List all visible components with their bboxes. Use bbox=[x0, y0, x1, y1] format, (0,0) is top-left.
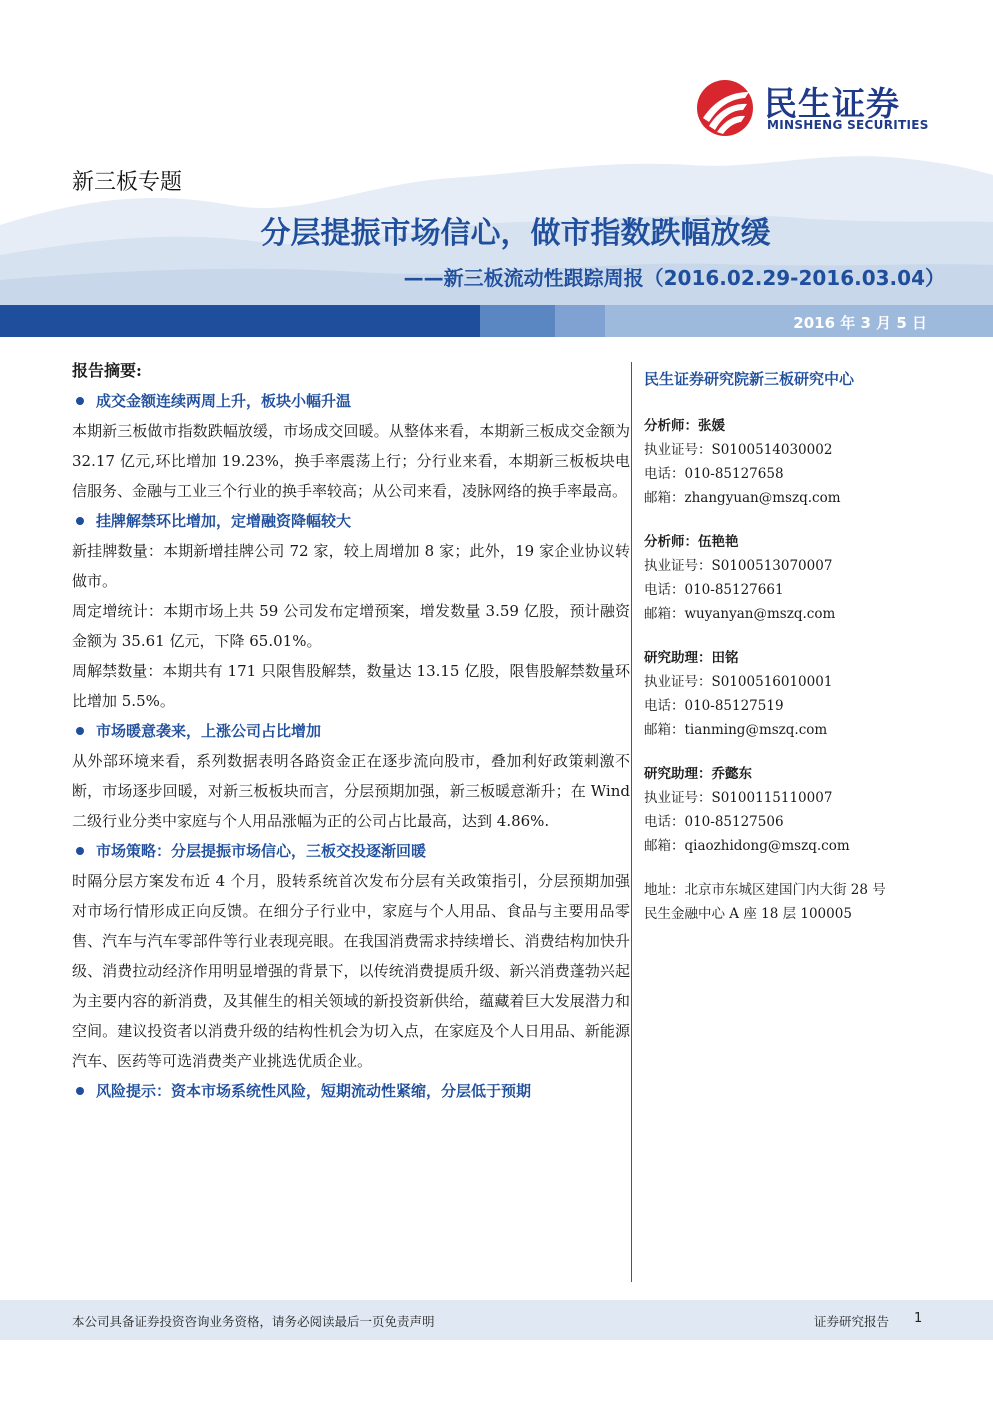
research-center: 民生证券研究院新三板研究中心 bbox=[644, 370, 855, 388]
email-address: qiaozhidong@mszq.com bbox=[684, 838, 850, 854]
cert-number: S0100513070007 bbox=[711, 558, 833, 574]
analyst-name: 乔懿东 bbox=[711, 766, 752, 782]
bullet-dot-icon bbox=[76, 1087, 84, 1095]
minsheng-logo-icon bbox=[695, 78, 755, 138]
analyst-name: 伍艳艳 bbox=[698, 534, 739, 550]
analyst-card bbox=[644, 530, 944, 626]
paragraph: 周定增统计：本期市场上共 59 公司发布定增预案，增发数量 3.59 亿股，预计融资金额为 35.61 亿元，下降 65.01%。 bbox=[72, 602, 630, 650]
section-heading: 成交金额连续两周上升，板块小幅升温 bbox=[72, 386, 630, 416]
analyst-role: 研究助理： bbox=[644, 766, 712, 782]
email-label: 邮箱： bbox=[644, 722, 685, 738]
column-divider bbox=[631, 362, 632, 1282]
bullet-dot-icon bbox=[76, 847, 84, 855]
report-subtitle: ——新三板流动性跟踪周报（2016.02.29-2016.03.04） bbox=[403, 266, 945, 290]
phone-label: 电话： bbox=[644, 582, 685, 598]
cert-number: S0100115110007 bbox=[711, 790, 833, 806]
cert-number: S0100516010001 bbox=[711, 674, 833, 690]
phone-number: 010-85127661 bbox=[684, 582, 784, 598]
phone-label: 电话： bbox=[644, 466, 685, 482]
phone-number: 010-85127658 bbox=[684, 466, 784, 482]
address-line: 民生金融中心 A 座 18 层 100005 bbox=[644, 906, 852, 922]
phone-label: 电话： bbox=[644, 814, 685, 830]
section-heading: 风险提示：资本市场系统性风险，短期流动性紧缩，分层低于预期 bbox=[72, 1076, 630, 1106]
analyst-name: 张媛 bbox=[698, 418, 725, 434]
logo-english-name: MINSHENG SECURITIES bbox=[767, 118, 929, 132]
analyst-card bbox=[644, 414, 944, 510]
paragraph: 新挂牌数量：本期新增挂牌公司 72 家，较上周增加 8 家；此外，19 家企业协议转做市。 bbox=[72, 542, 630, 590]
page-number: 1 bbox=[914, 1311, 923, 1326]
phone-number: 010-85127519 bbox=[684, 698, 784, 714]
email-label: 邮箱： bbox=[644, 838, 685, 854]
abstract-column bbox=[72, 356, 630, 1106]
cert-label: 执业证号： bbox=[644, 790, 712, 806]
report-series: 新三板专题 bbox=[72, 170, 183, 195]
bullet-dot-icon bbox=[76, 517, 84, 525]
cert-label: 执业证号： bbox=[644, 442, 712, 458]
analyst-card bbox=[644, 762, 944, 858]
section-heading: 市场策略：分层提振市场信心，三板交投逐渐回暖 bbox=[72, 836, 630, 866]
email-address: wuyanyan@mszq.com bbox=[684, 606, 836, 622]
email-address: tianming@mszq.com bbox=[684, 722, 828, 738]
report-date: 2016 年 3 月 5 日 bbox=[793, 314, 927, 332]
paragraph: 从外部环境来看，系列数据表明各路资金正在逐步流向股市，叠加利好政策刺激不断，市场逐步回暖，对新三板板块而言，分层预期加强，新三板暖意渐升；在 Wind 二级行业分类中家庭与个人用品涨幅为正的公司占比最高，达到 4.86%. bbox=[72, 752, 630, 830]
cert-number: S0100514030002 bbox=[711, 442, 833, 458]
analyst-card bbox=[644, 646, 944, 742]
analyst-role: 研究助理： bbox=[644, 650, 712, 666]
section-heading: 挂牌解禁环比增加，定增融资降幅较大 bbox=[72, 506, 630, 536]
analyst-role: 分析师： bbox=[644, 534, 698, 550]
company-address bbox=[644, 878, 944, 926]
bullet-dot-icon bbox=[76, 727, 84, 735]
phone-label: 电话： bbox=[644, 698, 685, 714]
cert-label: 执业证号： bbox=[644, 558, 712, 574]
phone-number: 010-85127506 bbox=[684, 814, 784, 830]
email-label: 邮箱： bbox=[644, 606, 685, 622]
email-address: zhangyuan@mszq.com bbox=[684, 490, 841, 506]
logo-chinese-name: 民生证券 bbox=[764, 84, 900, 123]
analyst-role: 分析师： bbox=[644, 418, 698, 434]
email-label: 邮箱： bbox=[644, 490, 685, 506]
paragraph: 本期新三板做市指数跌幅放缓，市场成交回暖。从整体来看，本期新三板成交金额为 32.17 亿元,环比增加 19.23%，换手率震荡上行；分行业来看，本期新三板板块电信服务、金融与工业三个行业的换手率较高；从公司来看，凌脉网络的换手率最高。 bbox=[72, 422, 630, 500]
analyst-name: 田铭 bbox=[711, 650, 739, 666]
paragraph: 时隔分层方案发布近 4 个月，股转系统首次发布分层有关政策指引，分层预期加强对市场行情形成正向反馈。在细分子行业中，家庭与个人用品、食品与主要用品零售、汽车与汽车零部件等行业表现亮眼。在我国消费需求持续增长、消费结构加快升级、消费拉动经济作用明显增强的背景下，以传统消费提质升级、新兴消费蓬勃兴起为主要内容的新消费，及其催生的相关领域的新投资新供给，蕴藏着巨大发展潜力和空间。建议投资者以消费升级的结构性机会为切入点，在家庭及个人日用品、新能源汽车、医药等可选消费类产业挑选优质企业。 bbox=[72, 872, 630, 1070]
abstract-title: 报告摘要: bbox=[72, 361, 142, 380]
cert-label: 执业证号： bbox=[644, 674, 712, 690]
bullet-dot-icon bbox=[76, 397, 84, 405]
report-title: 分层提振市场信心，做市指数跌幅放缓 bbox=[260, 216, 771, 251]
paragraph: 周解禁数量：本期共有 171 只限售股解禁，数量达 13.15 亿股，限售股解禁数量环比增加 5.5%。 bbox=[72, 662, 630, 710]
footer-report-type: 证券研究报告 bbox=[814, 1314, 890, 1329]
address-line: 地址：北京市东城区建国门内大街 28 号 bbox=[644, 882, 886, 898]
section-heading: 市场暖意袭来，上涨公司占比增加 bbox=[72, 716, 630, 746]
footer-disclaimer: 本公司具备证券投资咨询业务资格，请务必阅读最后一页免责声明 bbox=[72, 1314, 435, 1329]
analyst-sidebar bbox=[644, 364, 944, 926]
